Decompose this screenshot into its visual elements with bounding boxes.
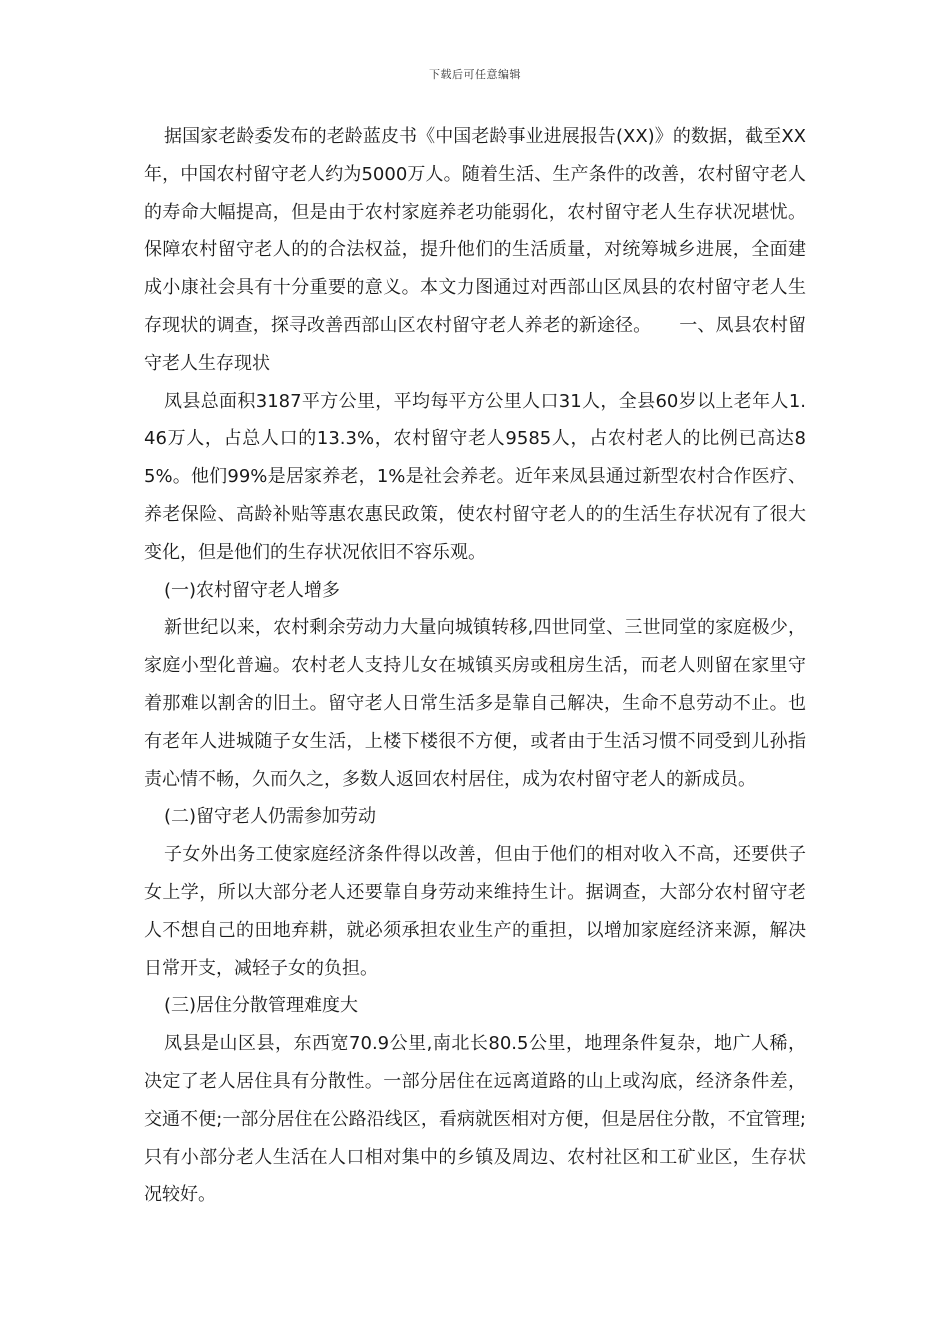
subheading-1: (一)农村留守老人增多 <box>164 579 341 601</box>
paragraph-intro <box>144 118 806 383</box>
paragraph-intro-text: 据国家老龄委发布的老龄蓝皮书《中国老龄事业进展报告(XX)》的数据，截至XX年，中国农村留守老人约为5000万人。随着生活、生产条件的改善，农村留守老人的寿命大幅提高，但是由于农村家庭养老功能弱化，农村留守老人生存状况堪忧。保障农村留守老人的的合法权益，提升他们的生活质量，对统筹城乡进展，全面建成小康社会具有十分重要的意义。本文力图通过对西部山区凤县的农村留守老人生存现状的调查，探寻改善西部山区农村留守老人养老的新途径。 <box>144 126 806 336</box>
paragraph-increase: 新世纪以来，农村剩余劳动力大量向城镇转移,四世同堂、三世同堂的家庭极少，家庭小型化普遍。农村老人支持儿女在城镇买房或租房生活，而老人则留在家里守着那难以割舍的旧土。留守老人日常生活多是靠自己解决，生命不息劳动不止。也有老年人进城随子女生活，上楼下楼很不方便，或者由于生活习惯不同受到儿孙指责心情不畅，久而久之，多数人返回农村居住，成为农村留守老人的新成员。 <box>144 617 806 790</box>
section-heading-1: 一、凤县农村留守老人生存现状 <box>144 314 807 374</box>
paragraph-overview: 凤县总面积3187平方公里，平均每平方公里人口31人，全县60岁以上老年人1.46万人，占总人口的13.3%，农村留守老人9585人，占农村老人的比例已高达85%。他们99%是居家养老，1%是社会养老。近年来凤县通过新型农村合作医疗、养老保险、高龄补贴等惠农惠民政策，使农村留守老人的的生活生存状况有了很大变化，但是他们的生存状况依旧不容乐观。 <box>144 390 806 563</box>
page-header: 下载后可任意编辑 <box>429 68 521 81</box>
paragraph-labor: 子女外出务工使家庭经济条件得以改善，但由于他们的相对收入不高，还要供子女上学，所以大部分老人还要靠自身劳动来维持生计。据调查，大部分农村留守老人不想自己的田地弃耕，就必须承担农业生产的重担，以增加家庭经济来源，解决日常开支，减轻子女的负担。 <box>144 844 806 979</box>
subheading-2: (二)留守老人仍需参加劳动 <box>164 806 377 828</box>
subheading-3: (三)居住分散管理难度大 <box>164 995 359 1017</box>
document-body <box>144 118 806 1214</box>
paragraph-dispersed: 凤县是山区县，东西宽70.9公里,南北长80.5公里，地理条件复杂，地广人稀，决定了老人居住具有分散性。一部分居住在远离道路的山上或沟底，经济条件差，交通不便;一部分居住在公路沿线区，看病就医相对方便，但是居住分散，不宜管理;只有小部分老人生活在人口相对集中的乡镇及周边、农村社区和工矿业区，生存状况较好。 <box>144 1033 806 1206</box>
